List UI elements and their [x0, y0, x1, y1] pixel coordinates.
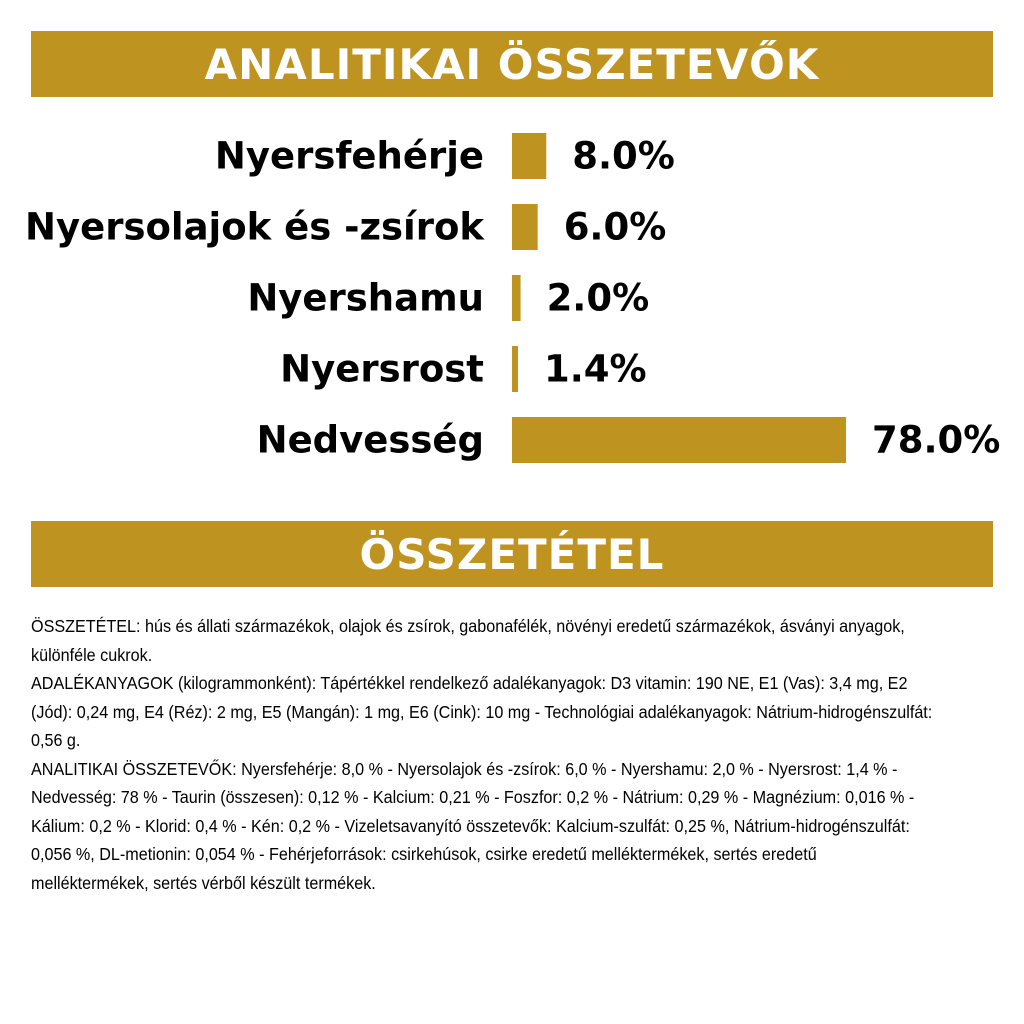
category-label: Nyersolajok és -zsírok — [25, 205, 484, 249]
value-label: 78.0% — [872, 418, 1001, 462]
analytics-header-banner — [31, 31, 993, 97]
value-label: 6.0% — [563, 205, 667, 249]
category-label: Nyersfehérje — [214, 134, 484, 178]
composition-text-block — [31, 612, 938, 897]
category-label: Nedvesség — [256, 418, 484, 462]
bar — [512, 133, 546, 179]
bar — [512, 204, 538, 250]
composition-header-banner — [31, 521, 993, 587]
analytics-bar-chart — [0, 110, 1024, 480]
composition-title: ÖSSZETÉTEL — [359, 529, 665, 579]
category-label: Nyershamu — [247, 276, 484, 320]
category-label: Nyersrost — [280, 347, 484, 391]
value-label: 1.4% — [543, 347, 647, 391]
bar — [512, 275, 521, 321]
additives-paragraph: ADALÉKANYAGOK (kilogrammonként): Tápértékkel rendelkező adalékanyagok: D3 vitamin: 190 NE, E1 (Vas): 3,4 mg, E2 (Jód): 0,24 mg, E4 (Réz): 2 mg, E5 (Mangán): 1 mg, E6 (Cink): 10 mg - Technológiai adalékanyagok: Nátrium-hidrogénszulfát: 0,56 g. — [31, 673, 933, 750]
analytics-title: ANALITIKAI ÖSSZETEVŐK — [204, 39, 820, 89]
analytics-paragraph: ANALITIKAI ÖSSZETEVŐK: Nyersfehérje: 8,0 % - Nyersolajok és -zsírok: 6,0 % - Nyershamu: 2,0 % - Nyersrost: 1,4 % - Nedvesség: 78 % - Taurin (összesen): 0,12 % - Kalcium: 0,21 % - Foszfor: 0,2 % - Nátrium: 0,29 % - Magnézium: 0,016 % - Kálium: 0,2 % - Klorid: 0,4 % - Kén: 0,2 % - Vizeletsavanyító összetevők: Kalcium-szulfát: 0,25 %, Nátrium-hidrogénszulfát: 0,056 %, DL-metionin: 0,054 % - Fehérjeforrások: csirkehúsok, csirke eredetű melléktermékek, sertés eredetű melléktermékek, sertés vérből készült termékek. — [31, 758, 915, 893]
bar — [512, 417, 846, 463]
value-label: 8.0% — [572, 134, 675, 178]
value-label: 2.0% — [546, 276, 650, 320]
composition-paragraph: ÖSSZETÉTEL: hús és állati származékok, olajok és zsírok, gabonafélék, növényi eredetű származékok, ásványi anyagok, különféle cukrok. — [31, 616, 905, 665]
bar — [512, 346, 518, 392]
